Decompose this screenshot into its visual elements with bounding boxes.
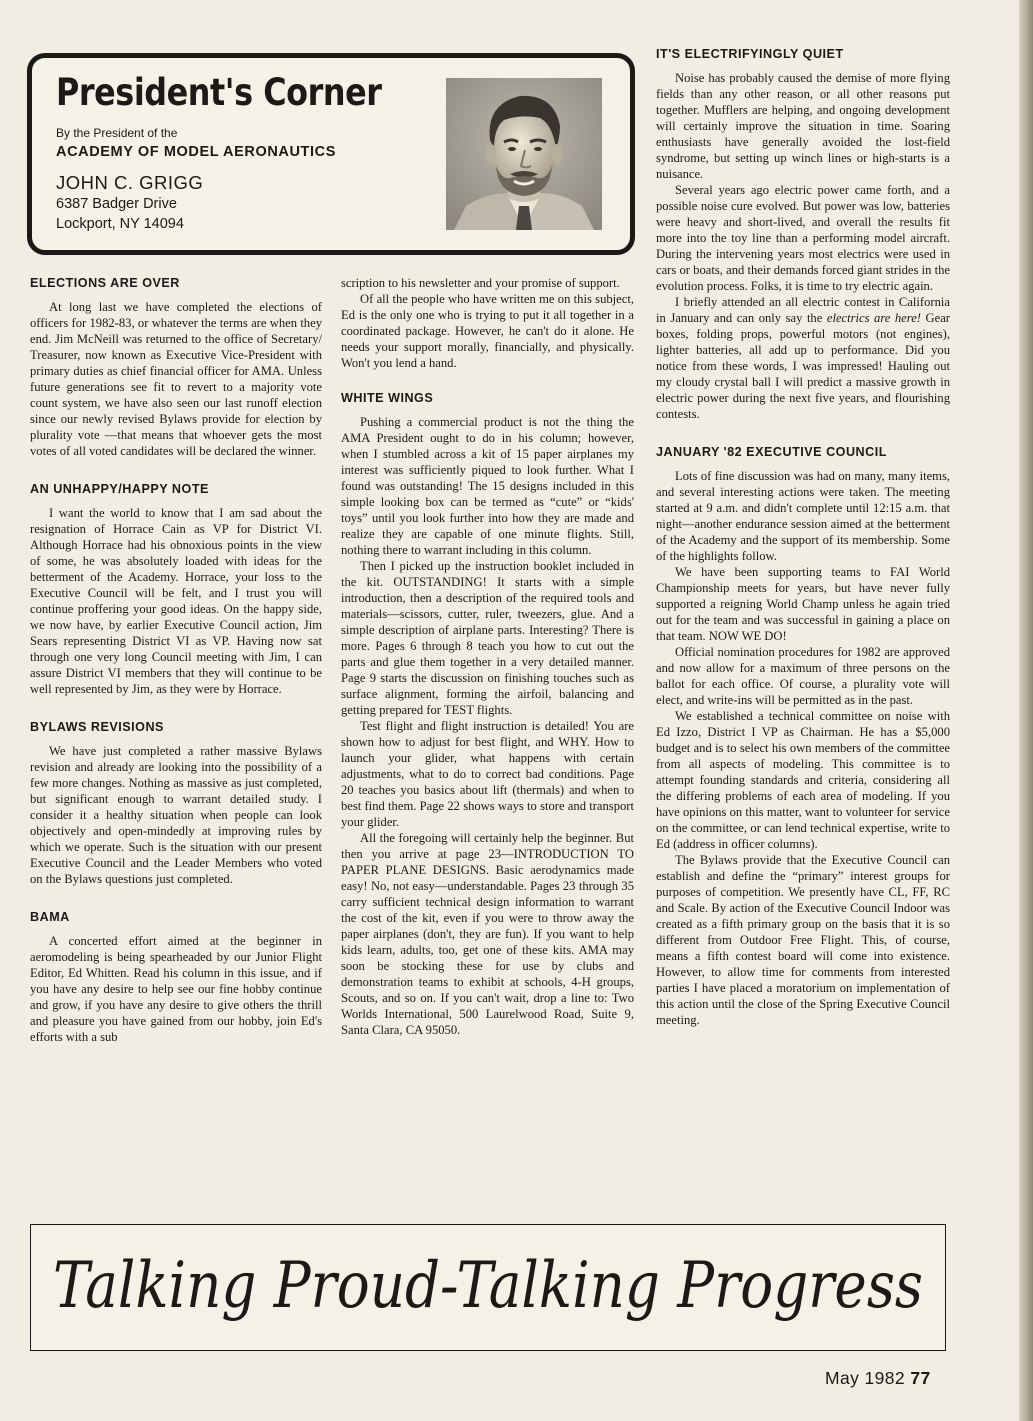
page-footer <box>825 1368 931 1389</box>
article-column-2 <box>341 275 634 1225</box>
paragraph-continued: scription to his newsletter and your promise of support. <box>341 276 620 290</box>
slogan-text: Talking Proud-Talking Progress <box>53 1249 923 1323</box>
paragraph: Then I picked up the instruction booklet included in the kit. OUTSTANDING! It starts with a simple introduction, then a description of the required tools and materials—scissors, cutter, ruler, tweezers, glue. And a simple description of airplane parts. Interesting? There is more. Pages 6 through 8 teach you how to cut out the parts and glue them together in a very detailed manner. Page 9 starts the discussion on finishing touches such as surface alignment, forming the airfoil, balancing and getting prepared for TEST flights. <box>341 559 634 717</box>
presidents-corner-box <box>27 53 635 255</box>
paragraph: All the foregoing will certainly help the beginner. But then you arrive at page 23—INTRODUCTION TO PAPER PLANE DESIGNS. Basic aerodynamics made easy! No, not easy—understandable. Pages 23 through 35 carry sufficient technical design information to warrant the cost of the kit, even if you were to throw away the paper airplanes (don't, they are fun). If you want to help kids learn, adults, too, get one of these kits. AMA may soon be stocking these for use by clubs and demonstration teams to exhibit at schools, 4-H groups, Scouts, and so on. If you can't wait, drop a line to: Two Worlds International, 500 Laurelwood Road, Suite 9, Santa Clara, CA 95050. <box>341 831 634 1037</box>
text-run: Gear boxes, folding props, powerful motors (not engines), lighter batteries, all add up to performance. Did you notice from these words, I was impressed! Hauling out my cloudy crystal ball I will predict a massive growth in electric power during the next five years, and flourishing contests. <box>656 311 950 421</box>
author-portrait-photo <box>446 78 602 230</box>
slogan-banner <box>30 1224 946 1351</box>
author-name: JOHN C. GRIGG <box>56 172 204 193</box>
page-edge-shadow <box>1019 0 1033 1421</box>
article-column-1 <box>30 275 322 1225</box>
page-title: President's Corner <box>56 71 382 114</box>
paragraph: We established a technical committee on noise with Ed Izzo, District I VP as Chairman. He has a $5,000 budget and is to select his own members of the committee from all aspects of modeling. This committee is to attempt founding standards and criteria, considering all the differing problems of each area of modeling. If you have opinions on this matter, want to volunteer for service on the committee, or can lend technical expertise, write to Ed (address in officer columns). <box>656 709 950 851</box>
paragraph: Lots of fine discussion was had on many, many items, and several interesting actions were taken. The meeting started at 9 a.m. and didn't complete until 12:15 a.m. that night—another endurance session aimed at the betterment of the Academy and the support of its membership. Some of the highlights follow. <box>656 469 950 563</box>
section-heading-bylaws-revisions: BYLAWS REVISIONS <box>30 720 164 734</box>
organization-name: ACADEMY OF MODEL AERONAUTICS <box>56 144 336 160</box>
paragraph: We have been supporting teams to FAI World Championship meets for years, but have never fully supported a reigning World Champ unless he again tried out for the team and was successful in gaining a place on that team. NOW WE DO! <box>656 565 950 643</box>
emphasis-text: electrics are here! <box>826 311 921 325</box>
section-heading-white-wings: WHITE WINGS <box>341 391 434 405</box>
article-column-3 <box>656 46 950 1226</box>
section-heading-elections: ELECTIONS ARE OVER <box>30 276 180 290</box>
section-heading-unhappy-happy-note: AN UNHAPPY/HAPPY NOTE <box>30 482 209 496</box>
paragraph: I want the world to know that I am sad about the resignation of Horrace Cain as VP for District VI. Although Horrace had his obnoxious points in the view of some, he was absolutely loaded with ideas for the betterment of the Academy. Horrace, your loss to the Executive Council will be felt, and I trust you will continue proffering your good ideas. On the happy side, we now have, by earlier Executive Council action, Jim Sears representing District VI as VP. Having now sat through one very long Council meeting with Jim, I can assure District VI members that they will continue to be well represented by Jim, as they were by Horrace. <box>30 506 322 696</box>
paragraph: Of all the people who have written me on this subject, Ed is the only one who is trying to put it all together in a coordinated package. However, he can't do it alone. He needs your support morally, financially, and physically. Won't you lend a hand. <box>341 292 634 370</box>
address-street: 6387 Badger Drive <box>56 196 177 212</box>
section-heading-bama: BAMA <box>30 910 70 924</box>
slogan-banner-art <box>31 1225 945 1350</box>
byline: By the President of the <box>56 126 178 140</box>
text-run: I briefly attended an all electric contest in California in January and can only say the <box>656 295 950 325</box>
paragraph: At long last we have completed the elections of officers for 1982-83, or whatever the terms are when they end. Jim McNeill was returned to the office of Secretary/ Treasurer, now known as Executive Vice-President with primary duties as chief financial officer for AMA. Unless future generations see fit to revert to a majority vote count system, we have also seen our last runoff election since our newly revised Bylaws provide for election by plurality vote —that means that whoever gets the most votes of all voted candidates will be declared the winner. <box>30 300 322 458</box>
paragraph: A concerted effort aimed at the beginner in aeromodeling is being spearheaded by our Junior Flight Editor, Ed Whitten. Read his column in this issue, and if you have any desire to help see our fine hobby continue and grow, if you have any desire to give others the thrill and pleasure you have gained from our hobby, join Ed's efforts with a sub <box>30 934 322 1044</box>
address-city: Lockport, NY 14094 <box>56 216 184 232</box>
section-heading-electrifyingly-quiet: IT'S ELECTRIFYINGLY QUIET <box>656 47 844 61</box>
paragraph <box>656 294 950 422</box>
paragraph: Test flight and flight instruction is detailed! You are shown how to adjust for best flight, and WHY. How to launch your glider, what happens with certain adjustments, what to do to correct bad conditions. Page 20 teaches you basics about lift (thermals) and when to best find them. Page 22 shows ways to store and transport your glider. <box>341 719 634 829</box>
paragraph: Noise has probably caused the demise of more flying fields than any other reason, or all other reasons put together. Mufflers are helping, and ongoing development will certainly improve the situation in time. Soaring enthusiasts have generally avoided the lost-field syndrome, but setting up winch lines or high-starts is a nuisance. <box>656 71 950 181</box>
paragraph: The Bylaws provide that the Executive Council can establish and define the “primary” interest groups for purposes of competition. We presently have CL, FF, RC and Scale. By action of the Executive Council Indoor was created as a fifth primary group on the basis that it is so different from Outdoor Free Flight. This, of course, means a fifth contest board will come into existence. However, to allow time for comments from interested parties I have placed a moratorium on implementation of this action until the close of the Spring Executive Council meeting. <box>656 853 950 1027</box>
paragraph: Several years ago electric power came forth, and a possible noise cure evolved. But power was low, batteries were heavy and short-lived, and overall the results fit more into the toy line than a performing model aircraft. During the intervening years most electrics were used in cars or boats, and their demands forced giant strides in the evolution process. Folks, it is time to try electric again. <box>656 183 950 293</box>
paragraph: We have just completed a rather massive Bylaws revision and already are looking into the possibility of a few more changes. Nothing as massive as just completed, but significant enough to warrant detailed study. I consider it a healthy situation when people can look objectively and open-mindedly at improving rules by which we operate. Such is the situation with our present Executive Council and the Leader Members who voted on the Bylaws questions just completed. <box>30 744 322 886</box>
page-number: 77 <box>910 1368 931 1388</box>
section-heading-executive-council: JANUARY '82 EXECUTIVE COUNCIL <box>656 445 887 459</box>
paragraph: Official nomination procedures for 1982 are approved and now allow for a maximum of three persons on the ballot for each office. Of course, a plurality vote will elect, and write-ins will be permitted as in the past. <box>656 645 950 707</box>
issue-date: May 1982 <box>825 1368 906 1388</box>
paragraph: Pushing a commercial product is not the thing the AMA President ought to do in his column; however, when I stumbled across a kit of 15 paper airplanes my interest was sufficiently piqued to look further. What I found was outstanding! The 15 designs included in this simple looking box can be termed as “cute” or “kids' toys” until you look further into how they are made and realize they are capable of one minute flights. Still, nothing there to warrant including in this column. <box>341 415 634 557</box>
